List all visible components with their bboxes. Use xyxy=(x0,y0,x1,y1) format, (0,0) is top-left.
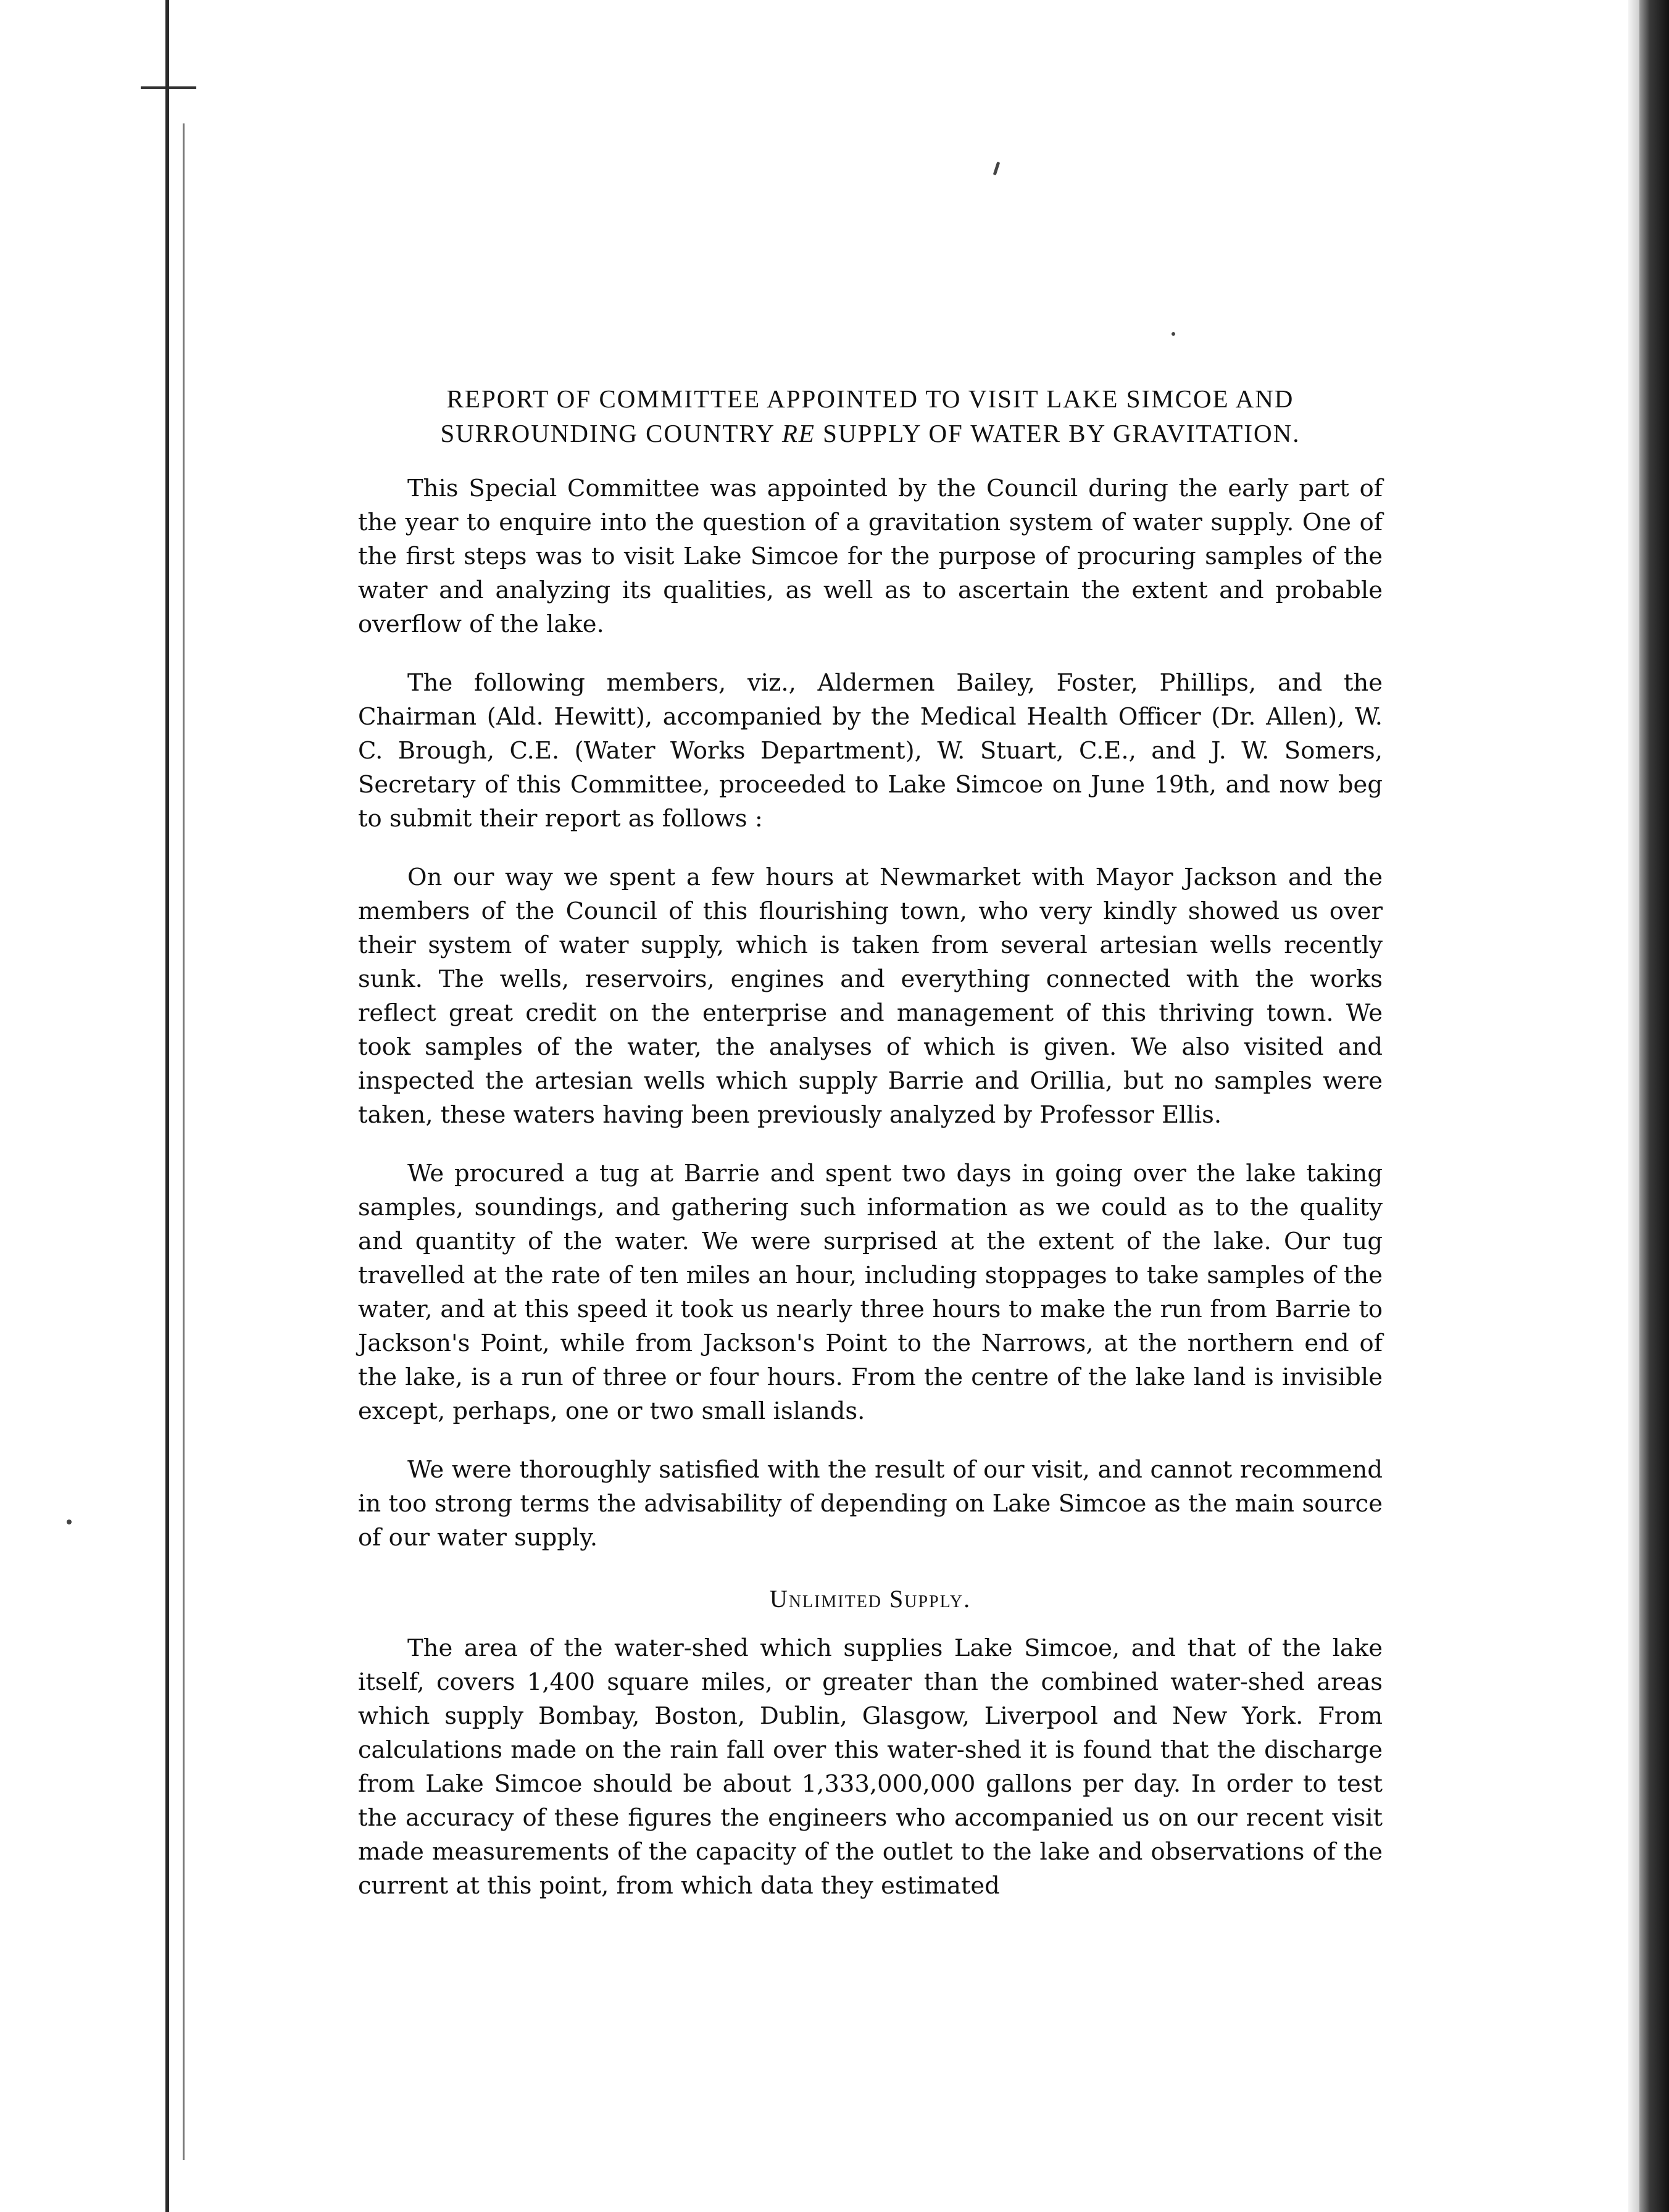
section-paragraph: The area of the water-shed which supplies Lake Simcoe, and that of the lake itself, covers 1,400 square miles, or greater than the combined water-shed areas which supply Bombay, Boston, Dublin, Glasgow, Liverpool and New York. From calculations made on the rain fall over this water-shed it is found that the discharge from Lake Simcoe should be about 1,333,000,000 gallons per day. In order to test the accuracy of these figures the engineers who accompanied us on our recent visit made measurements of the capacity of the outlet to the lake and observations of the current at this point, from which data they estimated xyxy=(358,1634,1383,1900)
title-re: RE xyxy=(781,419,815,447)
title-part-1: REPORT OF COMMITTEE APPOINTED TO VISIT LAKE SIMCOE AND SURROUNDING COUNTRY xyxy=(440,385,1294,447)
report-title xyxy=(358,381,1383,451)
paragraph: On our way we spent a few hours at Newmarket with Mayor Jackson and the members of the Council of this flourishing town, who very kindly showed us over their system of water supply, which is taken from several artesian wells recently sunk. The wells, reservoirs, engines and everything connected with the works reflect great credit on the enterprise and management of this thriving town. We took samples of the water, the analyses of which is given. We also visited and inspected the artesian wells which supply Barrie and Orillia, but no samples were taken, these waters having been previously analyzed by Professor Ellis. xyxy=(358,863,1383,1129)
binding-line xyxy=(165,0,169,2212)
scan-speck xyxy=(1172,332,1175,336)
scan-speck xyxy=(993,162,1001,175)
page-edge-shadow xyxy=(1628,0,1639,2212)
binding-shadow-line xyxy=(183,123,185,2160)
section-heading: Unlimited Supply. xyxy=(769,1585,972,1613)
paragraph: This Special Committee was appointed by the Council during the early part of the year to enquire into the question of a gravitation system of water supply. One of the first steps was to visit Lake Simcoe for the purpose of procuring samples of the water and analyzing its qualities, as well as to ascertain the extent and probable overflow of the lake. xyxy=(358,475,1383,638)
paragraph: We were thoroughly satisfied with the result of our visit, and cannot recommend in too strong terms the advisability of depending on Lake Simcoe as the main source of our water supply. xyxy=(358,1456,1383,1552)
paragraph: The following members, viz., Aldermen Bailey, Foster, Phillips, and the Chairman (Ald. Hewitt), accompanied by the Medical Health Officer (Dr. Allen), W. C. Brough, C.E. (Water Works Department), W. Stuart, C.E., and J. W. Somers, Secretary of this Committee, proceeded to Lake Simcoe on June 19th, and now beg to submit their report as follows : xyxy=(358,669,1383,833)
document-body xyxy=(358,381,1383,1927)
title-part-2: SUPPLY OF WATER BY GRAVITATION. xyxy=(815,419,1301,447)
paragraph: We procured a tug at Barrie and spent two days in going over the lake taking samples, soundings, and gathering such information as we could as to the quality and quantity of the water. We were surprised at the extent of the lake. Our tug travelled at the rate of ten miles an hour, including stoppages to take samples of the water, and at this speed it took us nearly three hours to make the run from Barrie to Jackson's Point, while from Jackson's Point to the Narrows, at the northern end of the lake, is a run of three or four hours. From the centre of the lake land is invisible except, perhaps, one or two small islands. xyxy=(358,1160,1383,1425)
scan-speck xyxy=(67,1520,72,1524)
scan-border xyxy=(1639,0,1669,2212)
